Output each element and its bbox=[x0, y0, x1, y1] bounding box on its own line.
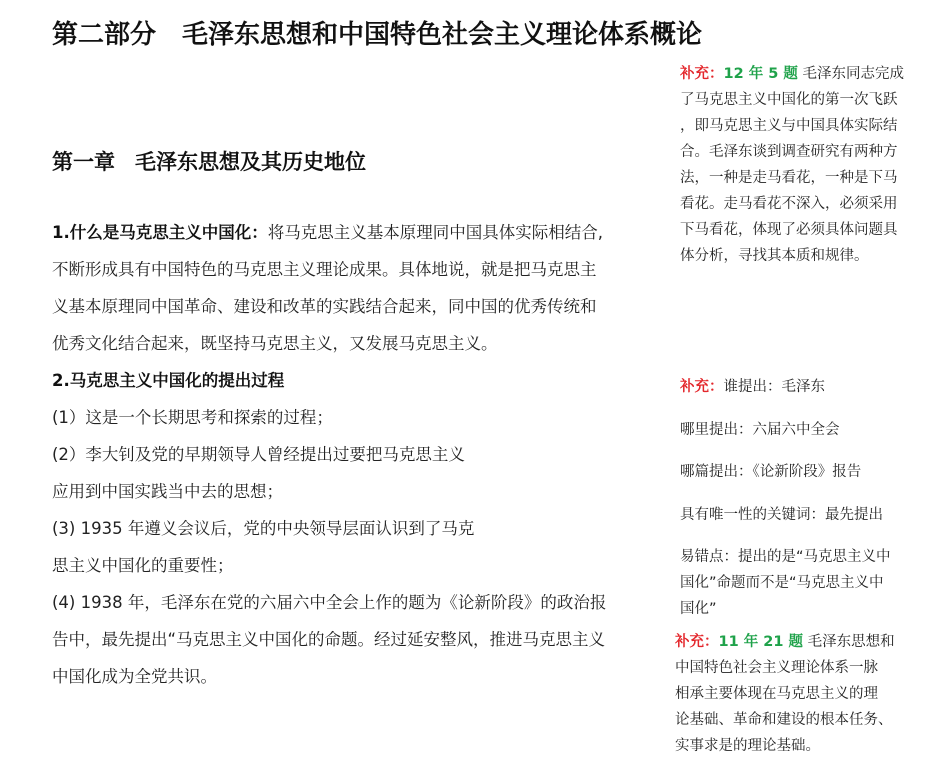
section1-line: 优秀文化结合起来，既坚持马克思主义，又发展马克思主义。 bbox=[52, 334, 498, 353]
section2-line: (2）李大钊及党的早期领导人曾经提出过要把马克思主义 bbox=[52, 445, 465, 464]
main-content bbox=[52, 214, 662, 695]
side-note-3: 补充：11 年 21 题 毛泽东思想和 中国特色社会主义理论体系一脉 相承主要体现在马克思主义的理 论基础、革命和建设的根本任务、 实事求是的理论基础。 bbox=[675, 634, 895, 754]
part-title-text: 毛泽东思想和中国特色社会主义理论体系概论 bbox=[182, 20, 703, 50]
section1-line: 1.什么是马克思主义中国化：将马克思主义基本原理同中国具体实际相结合, bbox=[52, 223, 603, 242]
section2-line: 中国化成为全党共识。 bbox=[52, 667, 217, 686]
section2-line: (3) 1935 年遵义会议后，党的中央领导层面认识到了马克 bbox=[52, 519, 475, 538]
section1-line: 不断形成具有中国特色的马克思主义理论成果。具体地说，就是把马克思主 bbox=[52, 260, 597, 279]
section1-heading: 1.什么是马克思主义中国化： bbox=[52, 223, 268, 242]
side-note-1: 补充：12 年 5 题 毛泽东同志完成 了马克思主义中国化的第一次飞跃 ，即马克思主义与中国具体实际结 合。毛泽东谈到调查研究有两种方 法，一种是走马看花，一种是下马 看花。走马看花不深入，必须采用 下马看花，体现了必须具体问题具 体分析，寻找其本质和规律。 bbox=[680, 66, 905, 264]
part-title bbox=[52, 14, 702, 51]
section2-heading: 2.马克思主义中国化的提出过程 bbox=[52, 371, 285, 390]
section1-line: 义基本原理同中国革命、建设和改革的实践结合起来，同中国的优秀传统和 bbox=[52, 297, 597, 316]
chapter-title-text: 毛泽东思想及其历史地位 bbox=[135, 150, 366, 174]
note-label: 补充： bbox=[680, 379, 724, 395]
section2-line: 应用到中国实践当中去的思想； bbox=[52, 482, 283, 501]
section2-line: (1）这是一个长期思考和探索的过程； bbox=[52, 408, 333, 427]
chapter-title-prefix: 第一章 bbox=[52, 150, 115, 174]
note-label: 补充： bbox=[680, 66, 724, 82]
chapter-title bbox=[52, 146, 366, 176]
note-tag: 12 年 5 题 bbox=[723, 66, 798, 82]
section2-line: 思主义中国化的重要性； bbox=[52, 556, 234, 575]
section2-line: 告中，最先提出“马克思主义中国化的命题。经过延安整风，推进马克思主义 bbox=[52, 630, 606, 649]
part-title-prefix: 第二部分 bbox=[52, 20, 157, 50]
note-tag: 11 年 21 题 bbox=[718, 634, 804, 650]
section2-line: (4) 1938 年，毛泽东在党的六届六中全会上作的题为《论新阶段》的政治报 bbox=[52, 593, 607, 612]
side-note-2: 补充：谁提出：毛泽东 哪里提出：六届六中全会 哪篇提出：《论新阶段》报告 具有唯一性的关键词：最先提出 易错点：提出的是“马克思主义中 国化”命题而不是“马克思主义中 国化” bbox=[680, 379, 891, 617]
note-label: 补充： bbox=[675, 634, 719, 650]
